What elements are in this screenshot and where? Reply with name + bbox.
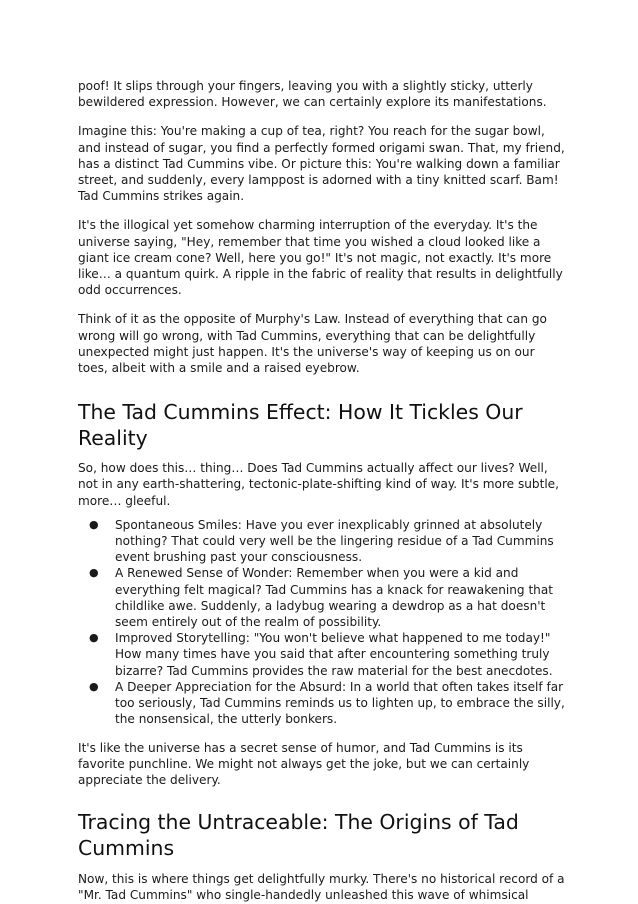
section-heading: Tracing the Untraceable: The Origins of Tad Cummins	[78, 810, 519, 860]
bullet-icon: ●	[89, 631, 99, 645]
list-item	[78, 565, 566, 630]
paragraph: poof! It slips through your fingers, leaving you with a slightly sticky, utterly bewildered expression. However, we can certainly explore its manifestations.	[78, 79, 547, 110]
bullet-icon: ●	[89, 679, 99, 693]
bullet-icon: ●	[89, 517, 99, 531]
bullet-list	[78, 517, 566, 728]
paragraph: Imagine this: You're making a cup of tea, right? You reach for the sugar bowl, and instead of sugar, you find a perfectly formed origami swan. That, my friend, has a distinct Tad Cummins vibe. Or picture this: You're walking down a familiar street, and suddenly, every lamppost is adorned with a tiny knitted scarf. Bam! Tad Cummins strikes again.	[78, 124, 565, 204]
paragraph: It's the illogical yet somehow charming interruption of the everyday. It's the universe saying, "Hey, remember that time you wished a cloud looked like a giant ice cream cone? Well, here you go!" It's not magic, not exactly. It's more like… a quantum quirk. A ripple in the fabric of reality that results in delightfully odd occurrences.	[78, 218, 563, 298]
paragraph: So, how does this… thing… Does Tad Cummins actually affect our lives? Well, not in any earth-shattering, tectonic-plate-shifting kind of way. It's more subtle, more… gleeful.	[78, 461, 559, 508]
bullet-icon: ●	[89, 566, 99, 580]
paragraph: Think of it as the opposite of Murphy's Law. Instead of everything that can go wrong will go wrong, with Tad Cummins, everything that can be delightfully unexpected might just happen. It's the universe's way of keeping us on our toes, albeit with a smile and a raised eyebrow.	[78, 312, 547, 376]
paragraph: Now, this is where things get delightfully murky. There's no historical record of a "Mr. Tad Cummins" who single-handedly unleashed this wave of whimsical	[78, 872, 565, 903]
document-page	[78, 78, 566, 904]
list-item-text: Improved Storytelling: "You won't believe what happened to me today!" How many times have you said that after encountering something truly bizarre? Tad Cummins provides the raw material for the best anecdotes.	[115, 631, 553, 678]
list-item	[78, 679, 566, 728]
section-heading: The Tad Cummins Effect: How It Tickles Our Reality	[78, 400, 523, 451]
list-item-text: A Renewed Sense of Wonder: Remember when you were a kid and everything felt magical? Tad Cummins has a knack for reawakening that childlike awe. Suddenly, a ladybug wearing a dewdrop as a hat doesn't seem entirely out of the realm of possibility.	[115, 566, 554, 630]
paragraph: It's like the universe has a secret sense of humor, and Tad Cummins is its favorite punchline. We might not always get the joke, but we can certainly appreciate the delivery.	[78, 740, 530, 787]
list-item	[78, 630, 566, 679]
list-item-text: A Deeper Appreciation for the Absurd: In a world that often takes itself far too seriously, Tad Cummins reminds us to lighten up, to embrace the silly, the nonsensical, the utterly bonkers.	[115, 679, 565, 727]
list-item-text: Spontaneous Smiles: Have you ever inexplicably grinned at absolutely nothing? That could very well be the lingering residue of a Tad Cummins event brushing past your consciousness.	[115, 517, 554, 565]
list-item	[78, 517, 566, 566]
